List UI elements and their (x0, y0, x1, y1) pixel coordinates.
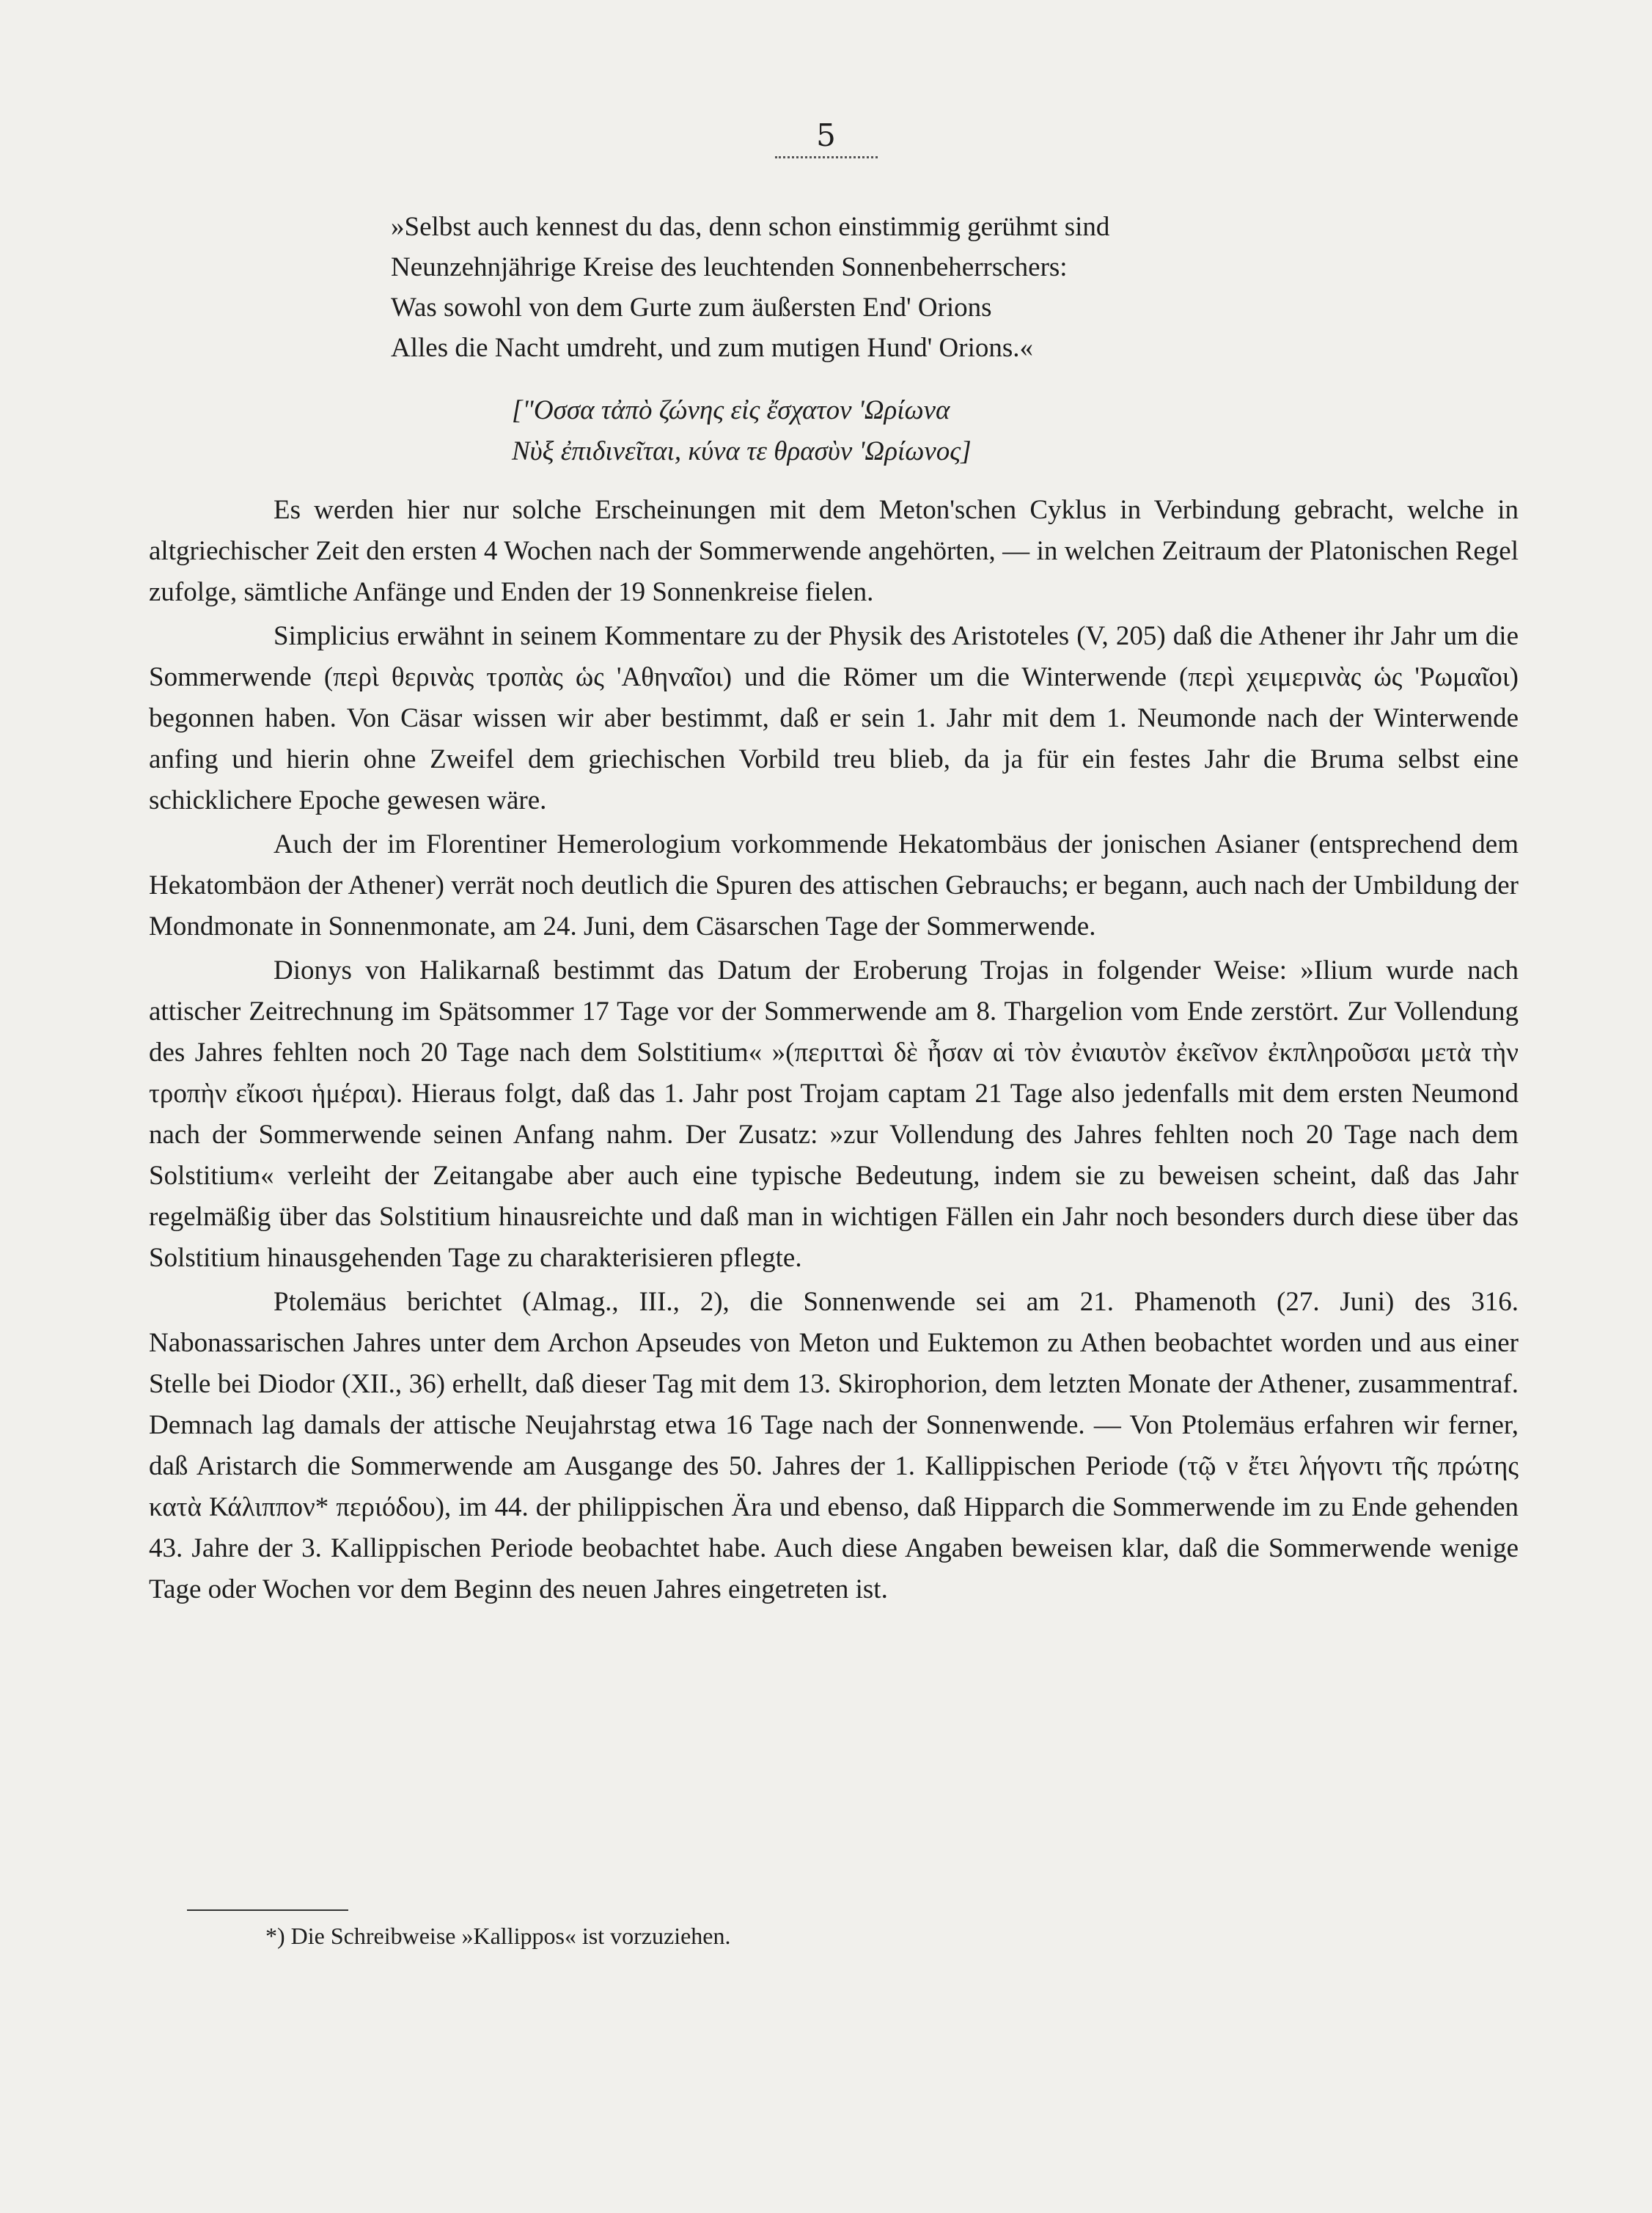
paragraph: Ptolemäus berichtet (Almag., III., 2), die Sonnenwende sei am 21. Phamenoth (27. Juni) des 316. Nabonassarischen Jahres unter dem Archon Apseudes von Meton und Euktemon zu Athen beobachtet worden und aus einer Stelle bei Diodor (XII., 36) erhellt, daß dieser Tag mit dem 13. Skirophorion, dem letzten Monate der Athener, zusammentraf. Demnach lag damals der attische Neujahrstag etwa 16 Tage nach der Sonnenwende. — Von Ptolemäus erfahren wir ferner, daß Aristarch die Sommerwende am Ausgange des 50. Jahres der 1. Kallippischen Periode (τῷ ν ἔτει λήγοντι τῆς πρώτης κατὰ Κάλιππον* περιόδου), im 44. der philippischen Ära und ebenso, daß Hipparch die Sommerwende im zu Ende gehenden 43. Jahre der 3. Kallippischen Periode beobachtet habe. Auch diese Angaben beweisen klar, daß die Sommerwende wenige Tage oder Wochen vor dem Beginn des neuen Jahres eingetreten ist. (149, 1287, 1519, 1604)
paragraph: Auch der im Florentiner Hemerologium vorkommende Hekatombäus der jonischen Asianer (entsprechend dem Hekatombäon der Athener) verrät noch deutlich die Spuren des attischen Gebrauchs; er begann, auch nach der Umbildung der Mondmonate in Sonnenmonate, am 24. Juni, dem Cäsarschen Tage der Sommerwende. (149, 829, 1519, 942)
verse-line: Was sowohl von dem Gurte zum äußersten End' Orions (391, 293, 992, 323)
paragraph: Dionys von Halikarnaß bestimmt das Datum der Eroberung Trojas in folgender Weise: »Ilium wurde nach attischer Zeitrechnung im Spätsommer 17 Tage vor der Sommerwende am 8. Thargelion vom Ende zerstört. Zur Vollendung des Jahres fehlten noch 20 Tage nach dem Solstitium« »(περιτταὶ δὲ ἦσαν αἱ τὸν ἐνιαυτὸν ἐκεῖνον ἐκπληροῦσαι μετὰ τὴν τροπὴν εἴκοσι ἡμέραι). Hieraus folgt, daß das 1. Jahr post Trojam captam 21 Tage also jedenfalls mit dem ersten Neumond nach der Sommerwende seinen Anfang nahm. Der Zusatz: »zur Vollendung des Jahres fehlten noch 20 Tage nach dem Solstitium« verleiht der Zeitangabe aber auch eine typische Bedeutung, indem sie zu beweisen scheint, daß das Jahr regelmäßig über das Solstitium hinausreichte und daß man in wichtigen Fällen ein Jahr noch besonders durch diese über das Solstitium hinausgehenden Tage zu charakterisieren pflegte. (149, 955, 1519, 1273)
greek-verse-line: Νὺξ ἐπιδινεῖται, κύνα τε θρασὺν 'Ωρίωνος] (512, 436, 972, 466)
page-number-text: 5 (816, 117, 836, 153)
greek-verse-line: ["Οσσα τἀπὸ ζώνης εἰς ἔσχατον 'Ωρίωνα (512, 395, 950, 425)
body-text (149, 207, 1519, 1610)
footnote-divider (187, 1909, 348, 1911)
page-number (0, 117, 1652, 160)
verse-line: Neunzehnjährige Kreise des leuchtenden Sonnenbeherrschers: (391, 252, 1068, 282)
verse-line: Alles die Nacht umdreht, und zum mutigen Hund' Orions.« (391, 333, 1034, 363)
page-number-ornament (775, 156, 878, 160)
footnote: *) Die Schreibweise »Kallippos« ist vorzuziehen. (265, 1923, 731, 1949)
greek-verse-block (512, 390, 1519, 472)
verse-line: »Selbst auch kennest du das, denn schon einstimmig gerühmt sind (391, 212, 1110, 242)
paragraph: Simplicius erwähnt in seinem Kommentare zu der Physik des Aristoteles (V, 205) daß die Athener ihr Jahr um die Sommerwende (περὶ θερινὰς τροπὰς ὡς 'Αθηναῖοι) und die Römer um die Winterwende (περὶ χειμερινὰς ὡς 'Ρωμαῖοι) begonnen haben. Von Cäsar wissen wir aber bestimmt, daß er sein 1. Jahr mit dem 1. Neumonde nach der Winterwende anfing und hierin ohne Zweifel dem griechischen Vorbild treu blieb, da ja für ein festes Jahr die Bruma selbst eine schicklichere Epoche gewesen wäre. (149, 621, 1519, 815)
verse-block (391, 207, 1519, 368)
paragraph: Es werden hier nur solche Erscheinungen mit dem Meton'schen Cyklus in Verbindung gebracht, welche in altgriechischer Zeit den ersten 4 Wochen nach der Sommerwende angehörten, — in welchen Zeitraum der Platonischen Regel zufolge, sämtliche Anfänge und Enden der 19 Sonnenkreise fielen. (149, 495, 1519, 607)
